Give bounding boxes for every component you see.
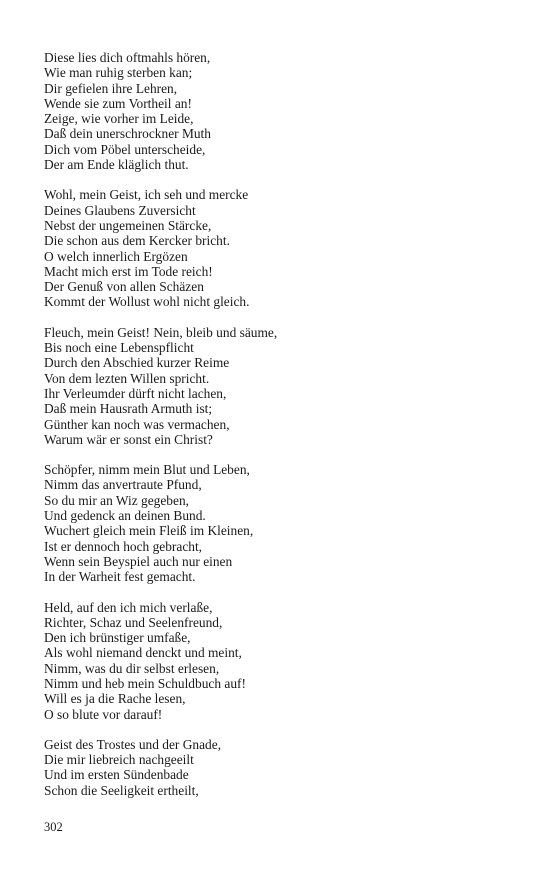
verse-line: Nimm, was du dir selbst erlesen, [44, 660, 220, 676]
verse-line: Held, auf den ich mich verlaße, [44, 599, 213, 615]
stanza-2 [44, 187, 514, 309]
poem-text [44, 50, 514, 813]
verse-line: Fleuch, mein Geist! Nein, bleib und säume, [44, 324, 278, 340]
verse-line: Geist des Trostes und der Gnade, [44, 736, 222, 752]
verse-line: Dich vom Pöbel unterscheide, [44, 141, 206, 157]
stanza-4 [44, 462, 514, 584]
verse-line: O so blute vor darauf! [44, 706, 163, 722]
stanza-6 [44, 737, 514, 798]
verse-line: Schöpfer, nimm mein Blut und Leben, [44, 462, 250, 478]
verse-line: Und gedenck an deinen Bund. [44, 508, 206, 524]
verse-line: Nimm das anvertraute Pfund, [44, 477, 202, 493]
verse-line: Wohl, mein Geist, ich seh und mercke [44, 187, 249, 203]
verse-line: Diese lies dich oftmahls hören, [44, 50, 211, 65]
verse-line: O welch innerlich Ergözen [44, 248, 188, 264]
verse-line: Wuchert gleich mein Fleiß im Kleinen, [44, 523, 254, 539]
verse-line: Macht mich erst im Tode reich! [44, 263, 213, 279]
verse-line: Zeige, wie vorher im Leide, [44, 111, 194, 127]
verse-line: Kommt der Wollust wohl nicht gleich. [44, 294, 250, 310]
verse-line: Der Genuß von allen Schäzen [44, 279, 204, 295]
verse-line: Die mir liebreich nachgeeilt [44, 752, 194, 768]
verse-line: Und im ersten Sündenbade [44, 767, 189, 783]
verse-line: Der am Ende kläglich thut. [44, 157, 189, 173]
verse-line: Günther kan noch was vermachen, [44, 416, 230, 432]
verse-line: Durch den Abschied kurzer Reime [44, 355, 230, 371]
verse-line: So du mir an Wiz gegeben, [44, 492, 189, 508]
verse-line: Als wohl niemand denckt und meint, [44, 645, 242, 661]
verse-line: Warum wär er sonst ein Christ? [44, 431, 213, 447]
verse-line: Wenn sein Beyspiel auch nur einen [44, 553, 233, 569]
verse-line: Den ich brünstiger umfaße, [44, 630, 191, 646]
verse-line: Daß dein unerschrockner Muth [44, 126, 211, 142]
verse-line: Nimm und heb mein Schuldbuch auf! [44, 675, 246, 691]
verse-line: Ihr Verleumder dürft nicht lachen, [44, 385, 227, 401]
verse-line: Deines Glaubens Zuversicht [44, 202, 196, 218]
verse-line: Will es ja die Rache lesen, [44, 691, 186, 707]
verse-line: Daß mein Hausrath Armuth ist; [44, 401, 213, 417]
verse-line: Ist er dennoch hoch gebracht, [44, 538, 203, 554]
verse-line: Die schon aus dem Kercker bricht. [44, 233, 230, 249]
page-number: 302 [44, 820, 63, 834]
verse-line: Richter, Schaz und Seelenfreund, [44, 614, 223, 630]
verse-line: Bis noch eine Lebenspflicht [44, 340, 194, 356]
stanza-3 [44, 325, 514, 447]
verse-line: Schon die Seeligkeit ertheilt, [44, 782, 199, 798]
verse-line: Wende sie zum Vortheil an! [44, 95, 192, 111]
stanza-5 [44, 600, 514, 722]
verse-line: Dir gefielen ihre Lehren, [44, 80, 178, 96]
verse-line: In der Warheit fest gemacht. [44, 569, 196, 585]
verse-line: Wie man ruhig sterben kan; [44, 65, 193, 81]
verse-line: Von dem lezten Willen spricht. [44, 370, 210, 386]
stanza-1 [44, 50, 514, 172]
verse-line: Nebst der ungemeinen Stärcke, [44, 217, 212, 233]
